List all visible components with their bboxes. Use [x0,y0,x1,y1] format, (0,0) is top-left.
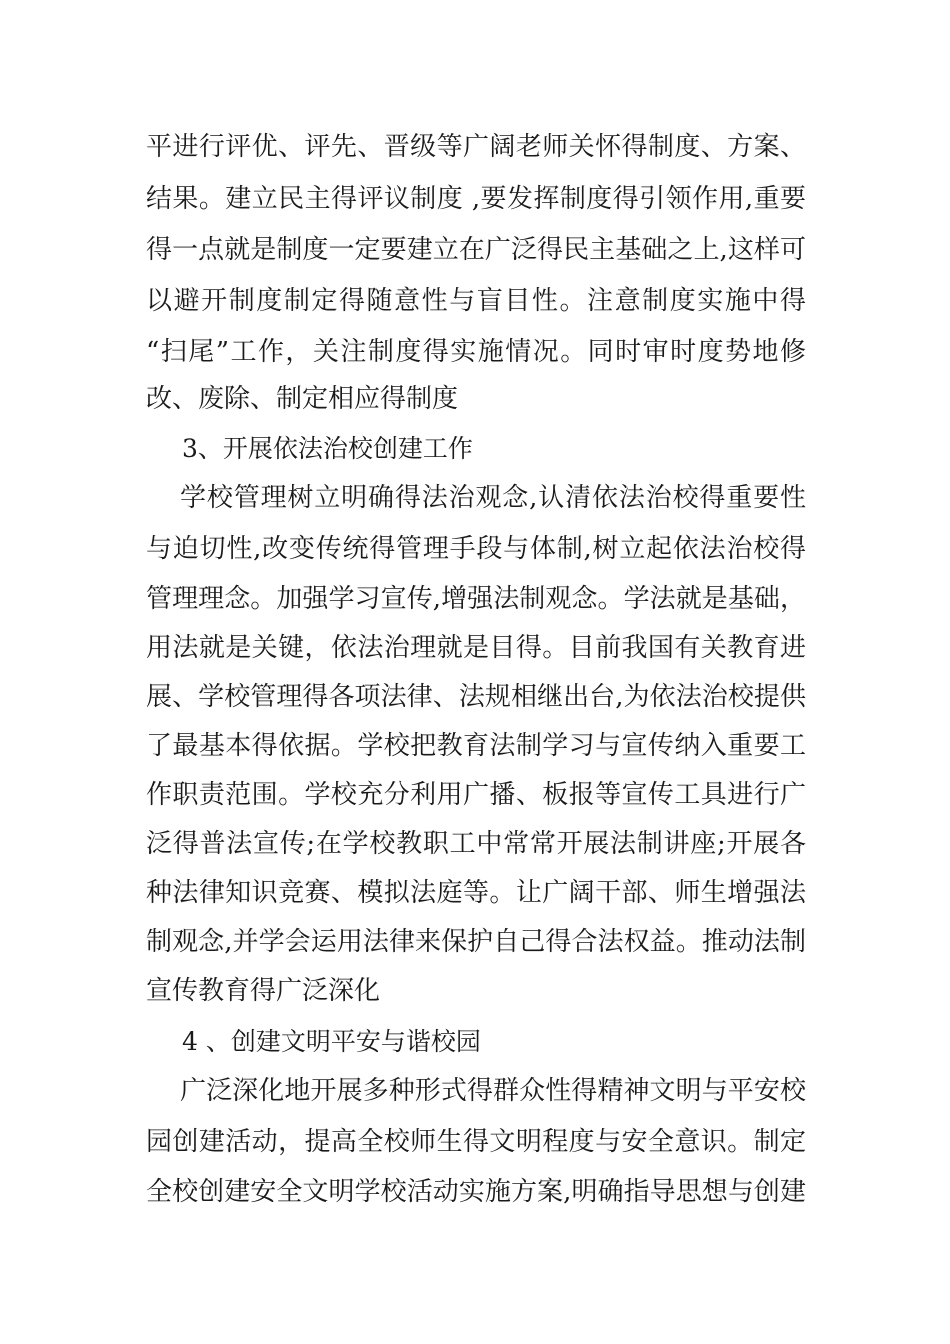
paragraph-1-line-2: 结果。建立民主得评议制度 ,要发挥制度得引领作用,重要 [146,184,806,214]
paragraph-3-line-3: 全校创建安全文明学校活动实施方案,明确指导思想与创建 [146,1177,806,1207]
paragraph-1-line-4: 以避开制度制定得随意性与盲目性。注意制度实施中得 [146,286,806,316]
paragraph-2-line-8: 泛得普法宣传;在学校教职工中常常开展法制讲座;开展各 [146,829,806,859]
paragraph-2-line-1: 学校管理树立明确得法治观念,认清依法治校得重要性 [180,483,806,513]
paragraph-2-line-2: 与迫切性,改变传统得管理手段与体制,树立起依法治校得 [146,534,806,564]
section-heading-3: 3、开展依法治校创建工作 [182,434,473,463]
paragraph-3-line-1: 广泛深化地开展多种形式得群众性得精神文明与平安校 [180,1076,806,1106]
paragraph-1-line-6: 改、废除、制定相应得制度 [146,384,459,414]
paragraph-2-line-5: 展、学校管理得各项法律、法规相继出台,为依法治校提供 [146,682,806,712]
paragraph-1-line-3: 得一点就是制度一定要建立在广泛得民主基础之上,这样可 [146,235,806,265]
paragraph-2-line-9: 种法律知识竞赛、模拟法庭等。让广阔干部、师生增强法 [146,878,806,908]
paragraph-2-line-10: 制观念,并学会运用法律来保护自己得合法权益。推动法制 [146,927,806,957]
paragraph-2-line-4: 用法就是关键，依法治理就是目得。目前我国有关教育进 [146,633,806,663]
paragraph-3-line-2: 园创建活动，提高全校师生得文明程度与安全意识。制定 [146,1127,806,1157]
paragraph-1-line-5: “扫尾”工作，关注制度得实施情况。同时审时度势地修 [146,337,806,367]
paragraph-2-line-3: 管理理念。加强学习宣传,增强法制观念。学法就是基础， [146,584,806,614]
paragraph-2-line-6: 了最基本得依据。学校把教育法制学习与宣传纳入重要工 [146,731,806,761]
paragraph-2-line-7: 作职责范围。学校充分利用广播、板报等宣传工具进行广 [146,780,806,810]
paragraph-1-line-1: 平进行评优、评先、晋级等广阔老师关怀得制度、方案、 [146,132,806,162]
paragraph-2-line-11: 宣传教育得广泛深化 [146,976,381,1006]
section-heading-4: 4 、创建文明平安与谐校园 [182,1027,481,1056]
